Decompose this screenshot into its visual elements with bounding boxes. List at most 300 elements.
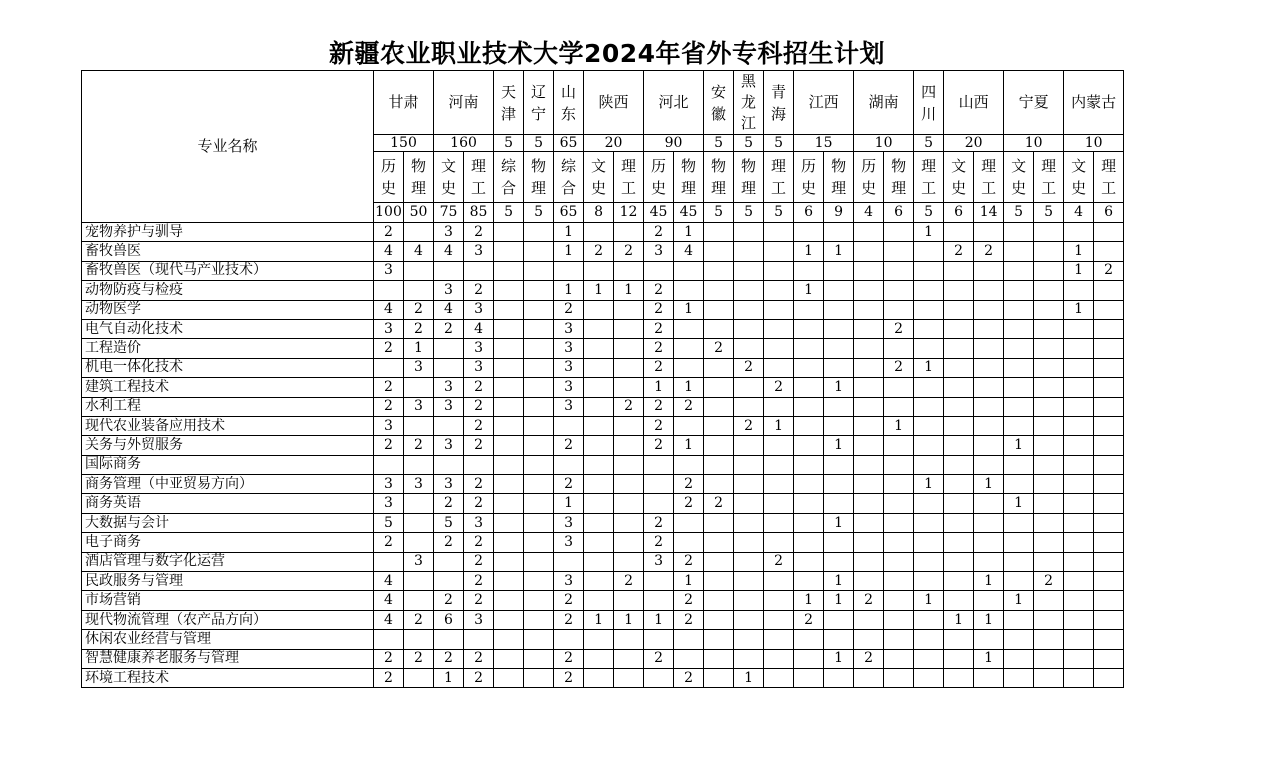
column-total: 9 [824, 203, 854, 223]
quota-cell [974, 436, 1004, 455]
quota-cell [1064, 436, 1094, 455]
quota-cell [1064, 630, 1094, 649]
quota-cell [824, 416, 854, 435]
subject-type: 文 史 [1004, 152, 1034, 203]
quota-cell [644, 572, 674, 591]
quota-cell [524, 494, 554, 513]
quota-cell [944, 339, 974, 358]
quota-cell [1064, 533, 1094, 552]
quota-cell [1004, 533, 1034, 552]
quota-cell: 1 [554, 223, 584, 242]
column-total: 100 [374, 203, 404, 223]
quota-cell: 1 [554, 281, 584, 300]
quota-cell [1064, 223, 1094, 242]
quota-cell: 1 [434, 668, 464, 687]
quota-cell [794, 494, 824, 513]
quota-cell: 1 [1064, 300, 1094, 319]
province-name: 辽 宁 [524, 71, 554, 135]
quota-cell: 2 [374, 533, 404, 552]
quota-cell: 2 [674, 397, 704, 416]
quota-cell [764, 475, 794, 494]
quota-cell [614, 339, 644, 358]
quota-cell [1034, 281, 1064, 300]
quota-cell [524, 533, 554, 552]
quota-cell [404, 630, 434, 649]
major-row [82, 668, 1124, 687]
quota-cell: 2 [374, 339, 404, 358]
quota-cell [884, 494, 914, 513]
quota-cell [854, 319, 884, 338]
quota-cell: 1 [794, 591, 824, 610]
quota-cell [794, 552, 824, 571]
quota-cell [1064, 513, 1094, 532]
major-name: 电子商务 [82, 533, 374, 552]
quota-cell [854, 397, 884, 416]
quota-cell [494, 552, 524, 571]
quota-cell [644, 591, 674, 610]
quota-cell [734, 300, 764, 319]
quota-cell [704, 300, 734, 319]
quota-cell: 1 [674, 572, 704, 591]
quota-cell [1004, 668, 1034, 687]
subject-type: 理 工 [614, 152, 644, 203]
quota-cell [734, 242, 764, 261]
quota-cell [914, 300, 944, 319]
province-total: 90 [644, 135, 704, 152]
quota-cell: 2 [644, 436, 674, 455]
quota-cell [1094, 513, 1124, 532]
quota-cell [974, 668, 1004, 687]
quota-cell [734, 455, 764, 474]
quota-cell: 2 [1034, 572, 1064, 591]
quota-cell: 2 [644, 223, 674, 242]
quota-cell [944, 513, 974, 532]
quota-cell [974, 630, 1004, 649]
province-name-row [82, 71, 1124, 135]
quota-cell [914, 397, 944, 416]
quota-cell [1034, 533, 1064, 552]
quota-cell [584, 668, 614, 687]
province-name: 青 海 [764, 71, 794, 135]
major-name: 畜牧兽医 [82, 242, 374, 261]
quota-cell [944, 358, 974, 377]
quota-cell [704, 513, 734, 532]
quota-cell: 3 [374, 416, 404, 435]
column-total: 4 [854, 203, 884, 223]
quota-cell [734, 475, 764, 494]
quota-cell [494, 319, 524, 338]
quota-cell: 2 [404, 436, 434, 455]
quota-cell: 2 [644, 649, 674, 668]
major-name: 大数据与会计 [82, 513, 374, 532]
quota-cell [764, 339, 794, 358]
quota-cell: 2 [464, 494, 494, 513]
quota-cell: 1 [794, 281, 824, 300]
quota-cell: 2 [584, 242, 614, 261]
subject-type: 理 工 [1094, 152, 1124, 203]
quota-cell: 2 [614, 397, 644, 416]
quota-cell: 3 [464, 339, 494, 358]
quota-cell [1004, 552, 1034, 571]
quota-cell [464, 455, 494, 474]
subject-type: 物 理 [824, 152, 854, 203]
quota-cell [704, 455, 734, 474]
major-name: 电气自动化技术 [82, 319, 374, 338]
quota-cell: 2 [374, 378, 404, 397]
quota-cell [1064, 319, 1094, 338]
quota-cell [704, 261, 734, 280]
major-name: 水利工程 [82, 397, 374, 416]
quota-cell: 4 [374, 591, 404, 610]
quota-cell [434, 552, 464, 571]
quota-cell: 1 [824, 513, 854, 532]
quota-cell [614, 223, 644, 242]
quota-cell [794, 300, 824, 319]
quota-cell [1064, 358, 1094, 377]
quota-cell: 1 [404, 339, 434, 358]
quota-cell: 1 [554, 242, 584, 261]
province-total: 10 [1004, 135, 1064, 152]
quota-cell: 1 [674, 300, 704, 319]
quota-cell [884, 455, 914, 474]
quota-cell [584, 591, 614, 610]
quota-cell: 2 [614, 242, 644, 261]
quota-cell [524, 630, 554, 649]
quota-cell [704, 533, 734, 552]
quota-cell [794, 436, 824, 455]
quota-cell [854, 630, 884, 649]
quota-cell [1004, 281, 1034, 300]
quota-cell [884, 242, 914, 261]
quota-cell [824, 475, 854, 494]
province-total: 10 [1064, 135, 1124, 152]
quota-cell [1094, 552, 1124, 571]
quota-cell [524, 668, 554, 687]
quota-cell [524, 591, 554, 610]
quota-cell [884, 339, 914, 358]
quota-cell [914, 416, 944, 435]
column-total: 12 [614, 203, 644, 223]
quota-cell: 2 [674, 610, 704, 629]
quota-cell [494, 416, 524, 435]
quota-cell [434, 416, 464, 435]
quota-cell [644, 475, 674, 494]
quota-cell: 2 [944, 242, 974, 261]
quota-cell [494, 300, 524, 319]
quota-cell [794, 223, 824, 242]
quota-cell: 2 [1094, 261, 1124, 280]
quota-cell: 1 [824, 242, 854, 261]
quota-cell: 2 [404, 610, 434, 629]
quota-cell: 3 [644, 552, 674, 571]
quota-cell: 2 [464, 475, 494, 494]
quota-cell [1004, 378, 1034, 397]
quota-cell [854, 552, 884, 571]
quota-cell: 2 [464, 572, 494, 591]
subject-type: 历 史 [794, 152, 824, 203]
quota-cell [1034, 397, 1064, 416]
quota-cell: 2 [434, 494, 464, 513]
subject-type: 历 史 [644, 152, 674, 203]
quota-cell [494, 610, 524, 629]
quota-cell: 2 [554, 436, 584, 455]
column-total: 8 [584, 203, 614, 223]
major-name: 环境工程技术 [82, 668, 374, 687]
quota-cell [1064, 455, 1094, 474]
quota-cell [944, 572, 974, 591]
quota-cell [824, 668, 854, 687]
quota-cell [854, 668, 884, 687]
quota-cell [884, 591, 914, 610]
quota-cell: 2 [764, 552, 794, 571]
quota-cell [764, 572, 794, 591]
column-total: 5 [1004, 203, 1034, 223]
quota-cell [824, 610, 854, 629]
quota-cell [764, 610, 794, 629]
quota-cell [1034, 630, 1064, 649]
quota-cell [404, 416, 434, 435]
quota-cell: 1 [914, 591, 944, 610]
column-total: 6 [794, 203, 824, 223]
quota-cell [524, 572, 554, 591]
quota-cell [674, 649, 704, 668]
quota-cell [1094, 649, 1124, 668]
quota-cell [884, 281, 914, 300]
quota-cell [734, 513, 764, 532]
quota-cell [494, 397, 524, 416]
quota-cell [764, 591, 794, 610]
quota-cell [1094, 591, 1124, 610]
subject-type: 理 工 [1034, 152, 1064, 203]
quota-cell: 1 [824, 378, 854, 397]
quota-cell: 2 [374, 223, 404, 242]
province-total: 65 [554, 135, 584, 152]
quota-cell [974, 533, 1004, 552]
quota-cell: 4 [374, 300, 404, 319]
quota-cell [1064, 339, 1094, 358]
quota-cell: 2 [464, 649, 494, 668]
quota-cell [1094, 436, 1124, 455]
subject-type: 综 合 [554, 152, 584, 203]
major-row [82, 319, 1124, 338]
quota-cell [704, 668, 734, 687]
quota-cell [704, 591, 734, 610]
quota-cell [1004, 339, 1034, 358]
quota-cell: 2 [644, 513, 674, 532]
quota-cell [914, 533, 944, 552]
quota-cell [1064, 610, 1094, 629]
major-row [82, 223, 1124, 242]
quota-cell: 1 [1004, 494, 1034, 513]
quota-cell [1004, 223, 1034, 242]
major-name: 现代农业装备应用技术 [82, 416, 374, 435]
quota-cell [644, 261, 674, 280]
quota-cell [434, 572, 464, 591]
quota-cell [914, 319, 944, 338]
quota-cell: 2 [464, 397, 494, 416]
quota-cell [614, 378, 644, 397]
quota-cell [404, 513, 434, 532]
quota-cell [734, 552, 764, 571]
quota-cell [584, 416, 614, 435]
quota-cell [734, 533, 764, 552]
quota-cell [734, 223, 764, 242]
subject-type: 物 理 [404, 152, 434, 203]
quota-cell [614, 455, 644, 474]
quota-cell: 3 [464, 358, 494, 377]
quota-cell: 3 [434, 397, 464, 416]
major-row [82, 378, 1124, 397]
quota-cell [1094, 668, 1124, 687]
quota-cell [614, 649, 644, 668]
province-name: 宁夏 [1004, 71, 1064, 135]
quota-cell: 2 [974, 242, 1004, 261]
quota-cell [854, 223, 884, 242]
quota-cell [974, 223, 1004, 242]
quota-cell [1094, 494, 1124, 513]
quota-cell [584, 378, 614, 397]
quota-cell [914, 494, 944, 513]
quota-cell: 2 [464, 223, 494, 242]
quota-cell [734, 339, 764, 358]
quota-cell [524, 358, 554, 377]
quota-cell [584, 300, 614, 319]
quota-cell [1034, 513, 1064, 532]
quota-cell [824, 494, 854, 513]
quota-cell: 2 [674, 494, 704, 513]
quota-cell: 2 [884, 358, 914, 377]
quota-cell [734, 649, 764, 668]
quota-cell: 2 [704, 494, 734, 513]
quota-cell [974, 300, 1004, 319]
quota-cell [404, 455, 434, 474]
quota-cell: 2 [464, 591, 494, 610]
quota-cell [614, 533, 644, 552]
quota-cell [944, 300, 974, 319]
column-total: 75 [434, 203, 464, 223]
column-total: 14 [974, 203, 1004, 223]
province-name: 陕西 [584, 71, 644, 135]
quota-cell [764, 494, 794, 513]
quota-cell [974, 513, 1004, 532]
quota-cell [584, 475, 614, 494]
quota-cell [1064, 591, 1094, 610]
subject-type: 理 工 [914, 152, 944, 203]
quota-cell: 2 [464, 552, 494, 571]
quota-cell [1094, 339, 1124, 358]
quota-cell: 3 [404, 552, 434, 571]
province-total: 150 [374, 135, 434, 152]
quota-cell [1034, 358, 1064, 377]
quota-cell [704, 630, 734, 649]
quota-cell [614, 591, 644, 610]
quota-cell [584, 455, 614, 474]
quota-cell [974, 416, 1004, 435]
quota-cell: 2 [884, 319, 914, 338]
quota-cell [1064, 649, 1094, 668]
quota-cell: 1 [1004, 436, 1034, 455]
quota-cell: 3 [374, 494, 404, 513]
quota-cell: 2 [614, 572, 644, 591]
quota-cell [884, 475, 914, 494]
quota-cell [974, 261, 1004, 280]
quota-cell [794, 319, 824, 338]
quota-cell: 4 [404, 242, 434, 261]
quota-cell [374, 281, 404, 300]
quota-cell [884, 223, 914, 242]
province-name: 江西 [794, 71, 854, 135]
quota-cell [854, 455, 884, 474]
quota-cell [854, 572, 884, 591]
quota-cell [494, 223, 524, 242]
quota-cell [1034, 649, 1064, 668]
province-total: 20 [944, 135, 1004, 152]
quota-cell: 2 [794, 610, 824, 629]
quota-cell: 2 [644, 397, 674, 416]
quota-cell [794, 513, 824, 532]
subject-type: 理 工 [464, 152, 494, 203]
column-total: 85 [464, 203, 494, 223]
quota-cell [524, 339, 554, 358]
quota-cell: 2 [644, 339, 674, 358]
subject-type: 文 史 [1064, 152, 1094, 203]
quota-cell: 4 [374, 572, 404, 591]
province-total: 160 [434, 135, 494, 152]
quota-cell [794, 397, 824, 416]
quota-cell [404, 261, 434, 280]
quota-cell: 3 [554, 358, 584, 377]
column-total: 5 [764, 203, 794, 223]
quota-cell [944, 436, 974, 455]
quota-cell [854, 494, 884, 513]
quota-cell [1064, 397, 1094, 416]
quota-cell [524, 455, 554, 474]
quota-cell: 1 [614, 281, 644, 300]
quota-cell: 2 [644, 281, 674, 300]
major-name: 酒店管理与数字化运营 [82, 552, 374, 571]
quota-cell: 2 [404, 300, 434, 319]
quota-cell [614, 630, 644, 649]
province-total: 5 [914, 135, 944, 152]
quota-cell: 1 [974, 475, 1004, 494]
quota-cell [944, 416, 974, 435]
quota-cell [914, 378, 944, 397]
subject-type: 历 史 [374, 152, 404, 203]
quota-cell [1094, 378, 1124, 397]
column-total: 45 [674, 203, 704, 223]
major-row [82, 630, 1124, 649]
quota-cell: 2 [644, 300, 674, 319]
quota-cell [404, 572, 434, 591]
quota-cell [1004, 416, 1034, 435]
quota-cell [1064, 494, 1094, 513]
quota-cell [404, 281, 434, 300]
quota-cell: 2 [674, 552, 704, 571]
quota-cell: 4 [434, 242, 464, 261]
major-name: 机电一体化技术 [82, 358, 374, 377]
major-name: 智慧健康养老服务与管理 [82, 649, 374, 668]
major-row [82, 416, 1124, 435]
quota-cell [704, 358, 734, 377]
quota-cell [914, 242, 944, 261]
major-name: 建筑工程技术 [82, 378, 374, 397]
quota-cell: 2 [554, 649, 584, 668]
quota-cell [1034, 591, 1064, 610]
quota-cell [584, 358, 614, 377]
quota-cell: 3 [554, 319, 584, 338]
quota-cell [1094, 223, 1124, 242]
quota-cell [494, 378, 524, 397]
